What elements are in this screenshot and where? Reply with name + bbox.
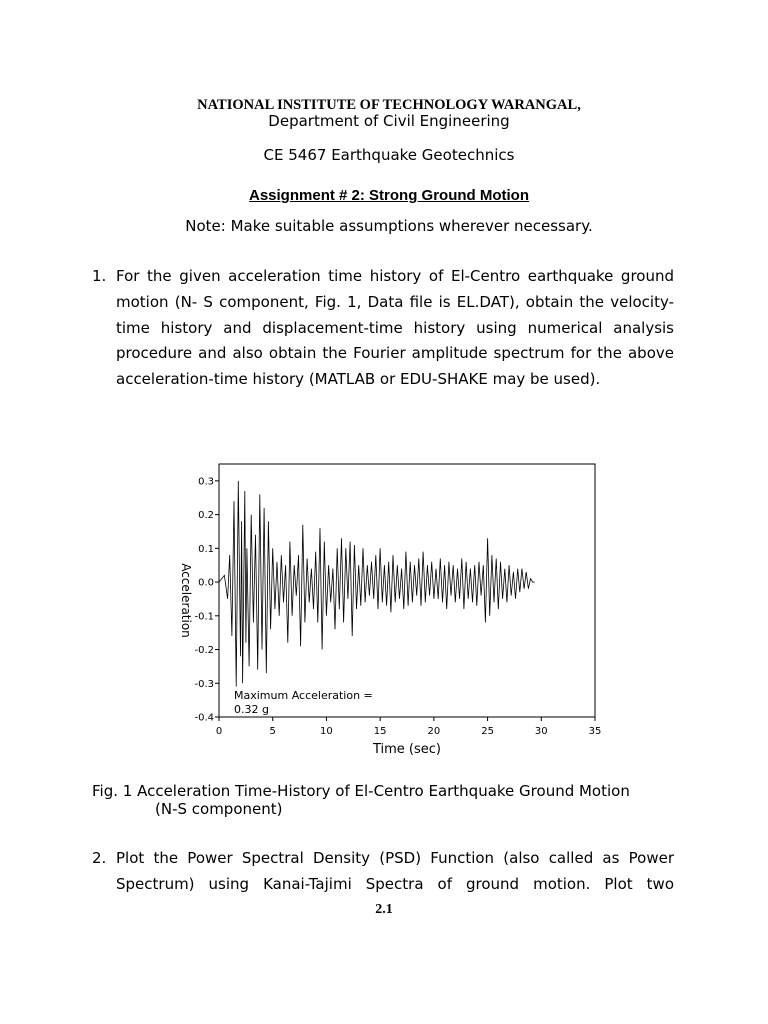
caption-line-2: (N-S component) (155, 800, 283, 818)
y-tick-label: -0.2 (194, 645, 214, 657)
x-tick-label: 35 (588, 726, 602, 737)
x-tick-label: 20 (427, 726, 441, 737)
x-tick-label: 25 (481, 726, 494, 737)
x-tick-label: 30 (534, 726, 548, 737)
question-2 (92, 846, 674, 898)
department-name: Department of Civil Engineering (268, 112, 510, 130)
caption-line-1: Fig. 1 Acceleration Time-History of El-Centro Earthquake Ground Motion (92, 782, 630, 800)
y-axis-label: Acceleration (179, 563, 193, 638)
institute-name: NATIONAL INSTITUTE OF TECHNOLOGY WARANGAL, (197, 97, 581, 113)
annotation-line-2: 0.32 g (234, 703, 269, 716)
y-tick-label: -0.4 (194, 712, 214, 724)
course-title: CE 5467 Earthquake Geotechnics (263, 146, 515, 164)
y-tick-label: 0.1 (198, 543, 214, 555)
x-tick-label: 15 (373, 726, 387, 737)
question-number: 1. (92, 267, 107, 285)
y-tick-label: 0.0 (198, 577, 214, 589)
x-tick-label: 0 (215, 726, 223, 737)
series-line (219, 481, 535, 687)
question-text: For the given acceleration time history of El-Centro earthquake ground motion (N- S component, Fig. 1, Data file is EL.DAT), obtain the velocity-time history and displacement-time history using numerical analysis procedure and also obtain the Fourier amplitude spectrum for the above acceleration-time history (MATLAB or EDU-SHAKE may be used). (116, 267, 674, 389)
chart-svg (170, 455, 610, 765)
y-tick-label: 0.2 (198, 510, 214, 522)
y-tick-label: 0.3 (198, 476, 214, 488)
x-tick-label: 5 (269, 726, 276, 737)
page-number: 2.1 (375, 902, 393, 917)
figure-acceleration-chart (170, 455, 610, 765)
annotation-line-1: Maximum Acceleration = (234, 689, 373, 702)
assignment-note: Note: Make suitable assumptions wherever necessary. (185, 217, 593, 235)
x-axis-label: Time (sec) (372, 742, 442, 757)
assignment-title: Assignment # 2: Strong Ground Motion (249, 187, 529, 204)
question-text: Plot the Power Spectral Density (PSD) Function (also called as Power Spectrum) using Kanai-Tajimi Spectra of ground motion. Plot two (116, 849, 674, 893)
y-tick-label: -0.1 (194, 611, 214, 623)
y-tick-label: -0.3 (194, 678, 214, 690)
question-number: 2. (92, 849, 107, 867)
x-tick-label: 10 (320, 726, 333, 737)
question-1 (92, 264, 674, 393)
figure-caption (92, 782, 692, 818)
